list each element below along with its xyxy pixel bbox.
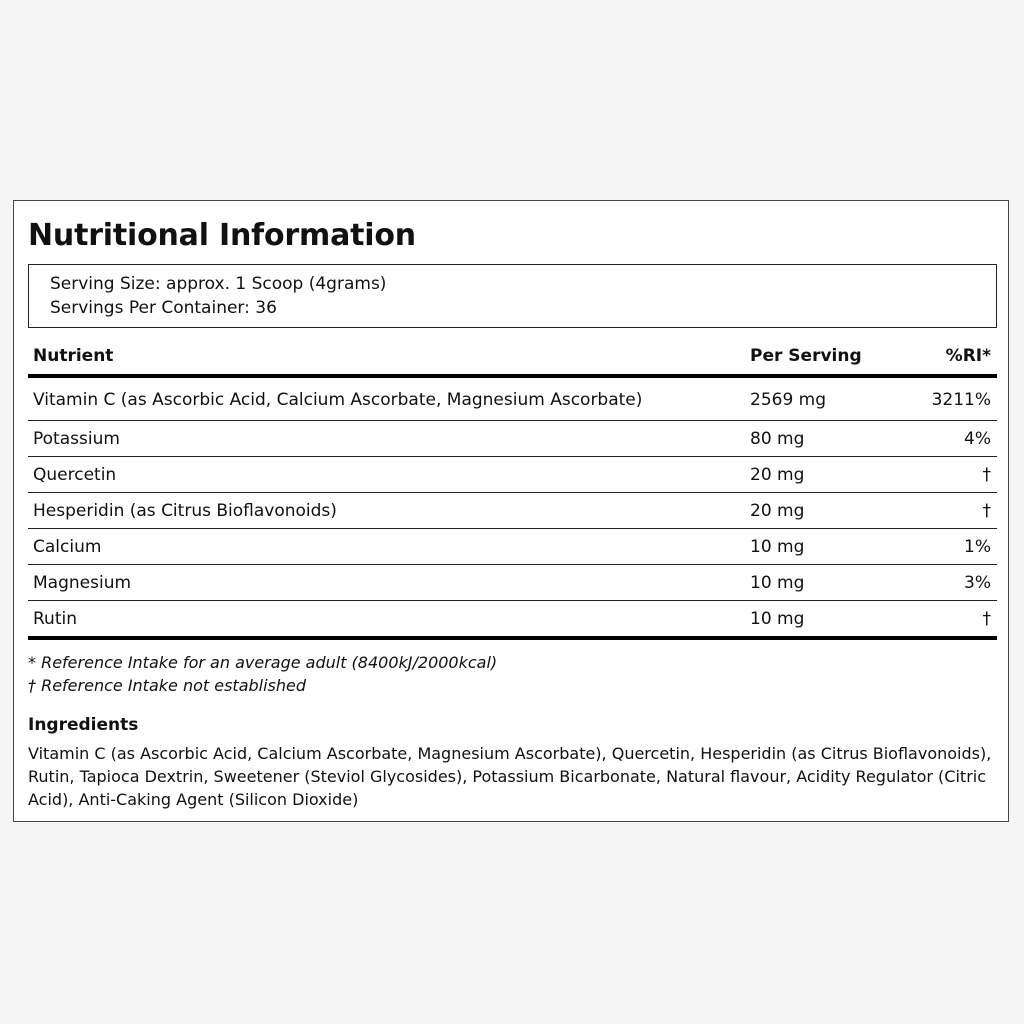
nutrient-name: Rutin [28, 601, 745, 639]
nutrient-amount: 80 mg [745, 421, 906, 457]
serving-size: Serving Size: approx. 1 Scoop (4grams) [50, 274, 387, 294]
nutrient-ri: 3% [906, 565, 997, 601]
nutrient-name: Magnesium [28, 565, 745, 601]
nutrient-ri: 1% [906, 529, 997, 565]
nutrition-panel [13, 200, 1009, 822]
table-row [28, 601, 997, 639]
table-row [28, 565, 997, 601]
ingredients-heading: Ingredients [28, 715, 139, 735]
footnotes [28, 651, 497, 697]
nutrient-name: Potassium [28, 421, 745, 457]
nutrient-amount: 10 mg [745, 601, 906, 639]
table-row [28, 529, 997, 565]
nutrient-name: Calcium [28, 529, 745, 565]
header-per-serving: Per Serving [745, 338, 906, 376]
header-nutrient: Nutrient [28, 338, 745, 376]
nutrient-table [28, 338, 997, 640]
nutrient-amount: 2569 mg [745, 376, 906, 421]
nutrient-amount: 20 mg [745, 493, 906, 529]
table-row [28, 376, 997, 421]
nutrient-amount: 10 mg [745, 529, 906, 565]
nutrient-name: Vitamin C (as Ascorbic Acid, Calcium Ascorbate, Magnesium Ascorbate) [28, 376, 745, 421]
header-ri: %RI* [906, 338, 997, 376]
servings-per-container: Servings Per Container: 36 [50, 298, 277, 318]
serving-info-box [28, 264, 997, 328]
nutrient-name: Hesperidin (as Citrus Bioflavonoids) [28, 493, 745, 529]
nutrient-name: Quercetin [28, 457, 745, 493]
nutrient-amount: 10 mg [745, 565, 906, 601]
page-title: Nutritional Information [28, 218, 416, 253]
nutrient-ri: 3211% [906, 376, 997, 421]
table-header-row [28, 338, 997, 376]
nutrient-ri: † [906, 457, 997, 493]
table-row [28, 421, 997, 457]
footnote-reference-intake: * Reference Intake for an average adult (8400kJ/2000kcal) [28, 653, 498, 672]
table-row [28, 457, 997, 493]
footnote-not-established: † Reference Intake not established [28, 676, 307, 695]
nutrient-ri: † [906, 601, 997, 639]
table-row [28, 493, 997, 529]
nutrient-ri: 4% [906, 421, 997, 457]
nutrient-ri: † [906, 493, 997, 529]
ingredients-text: Vitamin C (as Ascorbic Acid, Calcium Ascorbate, Magnesium Ascorbate), Quercetin, Hesperidin (as Citrus Bioflavonoids), Rutin, Tapioca Dextrin, Sweetener (Steviol Glycosides), Potassium Bicarbonate, Natural flavour, Acidity Regulator (Citric Acid), Anti-Caking Agent (Silicon Dioxide) [28, 744, 992, 809]
nutrient-amount: 20 mg [745, 457, 906, 493]
